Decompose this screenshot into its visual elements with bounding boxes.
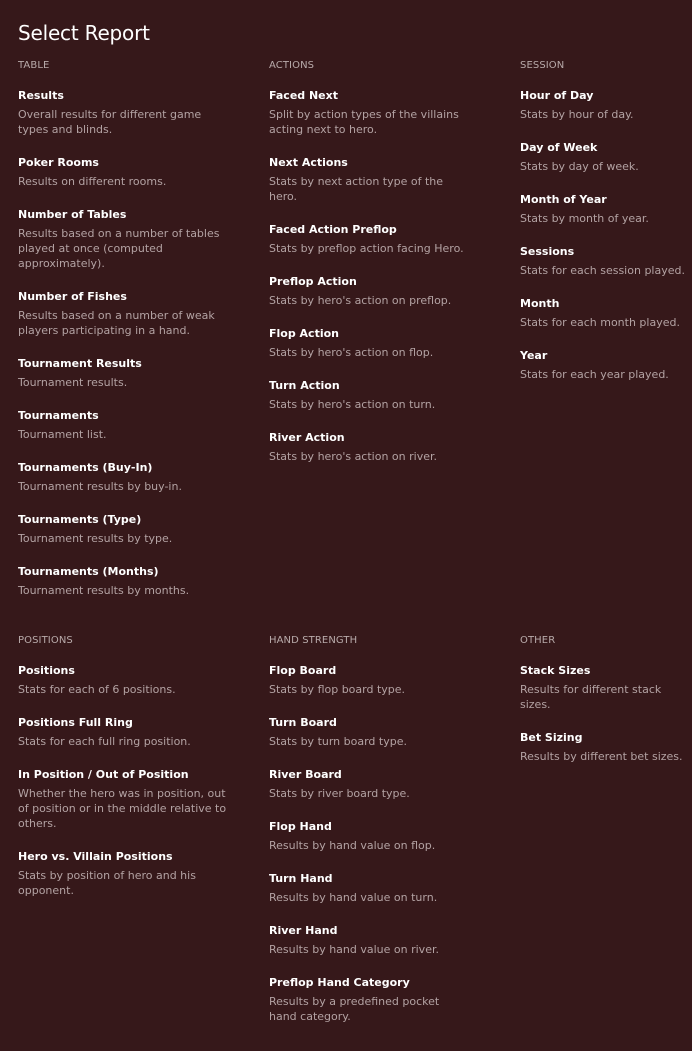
report-item-title: Next Actions xyxy=(269,156,348,169)
report-item-description: Results by different bet sizes. xyxy=(520,750,683,763)
report-item[interactable] xyxy=(18,89,228,137)
report-item[interactable] xyxy=(269,156,469,204)
report-item-title: Faced Next xyxy=(269,89,338,102)
report-item-title: Bet Sizing xyxy=(520,731,583,744)
report-item-title: River Hand xyxy=(269,924,338,937)
report-item[interactable] xyxy=(269,223,469,256)
report-item[interactable] xyxy=(520,245,692,278)
report-item-description: Tournament list. xyxy=(18,428,107,441)
report-item-title: Positions Full Ring xyxy=(18,716,133,729)
report-item[interactable] xyxy=(18,357,228,390)
report-item-description: Results by hand value on turn. xyxy=(269,891,438,904)
report-item-title: Tournaments xyxy=(18,409,99,422)
report-item-title: Tournaments (Buy-In) xyxy=(18,461,153,474)
report-item[interactable] xyxy=(269,976,469,1024)
report-item-description: Tournament results by type. xyxy=(18,532,173,545)
report-list xyxy=(269,664,469,1024)
report-item-title: In Position / Out of Position xyxy=(18,768,189,781)
report-item[interactable] xyxy=(18,664,228,697)
report-item[interactable] xyxy=(18,768,228,831)
report-item-title: River Action xyxy=(269,431,345,444)
report-item-title: Hero vs. Villain Positions xyxy=(18,850,173,863)
report-item-description: Stats by flop board type. xyxy=(269,683,406,696)
report-item-title: Flop Action xyxy=(269,327,339,340)
report-item-title: River Board xyxy=(269,768,342,781)
report-item-title: Tournaments (Months) xyxy=(18,565,159,578)
report-item[interactable] xyxy=(520,89,692,122)
report-item-description: Overall results for different game types and blinds. xyxy=(18,108,202,136)
report-item[interactable] xyxy=(18,461,228,494)
report-item-description: Results by hand value on flop. xyxy=(269,839,436,852)
section-header: POSITIONS xyxy=(18,635,73,646)
report-item-description: Stats by hero's action on turn. xyxy=(269,398,436,411)
report-item[interactable] xyxy=(520,193,692,226)
section-hand-strength xyxy=(269,635,469,1043)
report-item-title: Preflop Hand Category xyxy=(269,976,410,989)
report-item-description: Results by a predefined pocket hand category. xyxy=(269,995,440,1023)
report-item[interactable] xyxy=(520,664,692,712)
report-item-title: Day of Week xyxy=(520,141,598,154)
report-list xyxy=(520,664,692,764)
report-item-description: Tournament results by months. xyxy=(18,584,190,597)
report-item[interactable] xyxy=(269,275,469,308)
report-item-title: Flop Hand xyxy=(269,820,332,833)
report-item-description: Whether the hero was in position, out of position or in the middle relative to others. xyxy=(18,787,227,830)
report-item-description: Stats by day of week. xyxy=(520,160,639,173)
section-session xyxy=(520,60,692,401)
report-item-description: Stats by position of hero and his opponent. xyxy=(18,869,196,897)
page-title: Select Report xyxy=(18,21,150,45)
report-item-description: Stats by hero's action on flop. xyxy=(269,346,434,359)
report-item-description: Stats for each full ring position. xyxy=(18,735,191,748)
report-item-title: Preflop Action xyxy=(269,275,357,288)
report-item-title: Positions xyxy=(18,664,75,677)
report-item-description: Tournament results. xyxy=(18,376,128,389)
report-item[interactable] xyxy=(269,924,469,957)
report-item-description: Stats by preflop action facing Hero. xyxy=(269,242,464,255)
report-item-title: Hour of Day xyxy=(520,89,594,102)
report-item-title: Tournaments (Type) xyxy=(18,513,142,526)
report-item-description: Results by hand value on river. xyxy=(269,943,439,956)
report-item-description: Split by action types of the villains acting next to hero. xyxy=(269,108,459,136)
report-item-title: Flop Board xyxy=(269,664,337,677)
report-item-title: Turn Action xyxy=(269,379,340,392)
report-item-title: Turn Board xyxy=(269,716,337,729)
report-list xyxy=(18,89,228,598)
report-item-description: Stats for each of 6 positions. xyxy=(18,683,176,696)
report-item-title: Year xyxy=(520,349,548,362)
section-table xyxy=(18,60,228,617)
report-item-title: Faced Action Preflop xyxy=(269,223,397,236)
report-item-description: Stats by hero's action on river. xyxy=(269,450,437,463)
report-list xyxy=(520,89,692,382)
section-header: ACTIONS xyxy=(269,60,315,71)
report-item[interactable] xyxy=(18,513,228,546)
section-header: HAND STRENGTH xyxy=(269,635,358,646)
report-item-description: Results for different stack sizes. xyxy=(520,683,662,711)
report-item-description: Results based on a number of tables played at once (computed approximately). xyxy=(18,227,220,270)
report-item-title: Number of Tables xyxy=(18,208,127,221)
section-header: TABLE xyxy=(18,60,50,71)
report-item[interactable] xyxy=(269,716,469,749)
report-item[interactable] xyxy=(18,290,228,338)
report-item[interactable] xyxy=(520,731,692,764)
report-item-description: Stats by next action type of the hero. xyxy=(269,175,444,203)
report-item[interactable] xyxy=(269,664,469,697)
report-item[interactable] xyxy=(269,431,469,464)
report-item-description: Stats by river board type. xyxy=(269,787,410,800)
report-item[interactable] xyxy=(18,850,228,898)
report-item-description: Stats for each month played. xyxy=(520,316,680,329)
report-item-title: Sessions xyxy=(520,245,575,258)
report-item-description: Tournament results by buy-in. xyxy=(18,480,182,493)
section-header: OTHER xyxy=(520,635,556,646)
report-item-description: Stats by turn board type. xyxy=(269,735,407,748)
section-other xyxy=(520,635,692,783)
section-actions xyxy=(269,60,469,483)
report-item[interactable] xyxy=(269,768,469,801)
report-item[interactable] xyxy=(269,379,469,412)
report-item-title: Stack Sizes xyxy=(520,664,591,677)
report-item-description: Stats by month of year. xyxy=(520,212,649,225)
report-item-title: Results xyxy=(18,89,64,102)
report-item[interactable] xyxy=(269,820,469,853)
report-item[interactable] xyxy=(520,141,692,174)
report-item-title: Month xyxy=(520,297,560,310)
report-item-title: Poker Rooms xyxy=(18,156,99,169)
report-item[interactable] xyxy=(269,872,469,905)
report-item-description: Stats by hero's action on preflop. xyxy=(269,294,452,307)
report-list xyxy=(18,664,228,898)
report-item[interactable] xyxy=(18,409,228,442)
report-item-description: Stats for each session played. xyxy=(520,264,685,277)
report-item[interactable] xyxy=(18,208,228,271)
report-item-description: Results based on a number of weak players participating in a hand. xyxy=(18,309,215,337)
report-item[interactable] xyxy=(18,156,228,189)
report-item-title: Month of Year xyxy=(520,193,607,206)
report-item-title: Tournament Results xyxy=(18,357,142,370)
report-item[interactable] xyxy=(269,89,469,137)
report-item-description: Results on different rooms. xyxy=(18,175,167,188)
report-item[interactable] xyxy=(520,297,692,330)
report-list xyxy=(269,89,469,464)
section-header: SESSION xyxy=(520,60,565,71)
report-item-title: Turn Hand xyxy=(269,872,333,885)
section-positions xyxy=(18,635,228,917)
report-item[interactable] xyxy=(18,716,228,749)
report-item-description: Stats by hour of day. xyxy=(520,108,634,121)
report-item-title: Number of Fishes xyxy=(18,290,127,303)
report-item[interactable] xyxy=(18,565,228,598)
report-item[interactable] xyxy=(269,327,469,360)
report-item[interactable] xyxy=(520,349,692,382)
report-item-description: Stats for each year played. xyxy=(520,368,669,381)
